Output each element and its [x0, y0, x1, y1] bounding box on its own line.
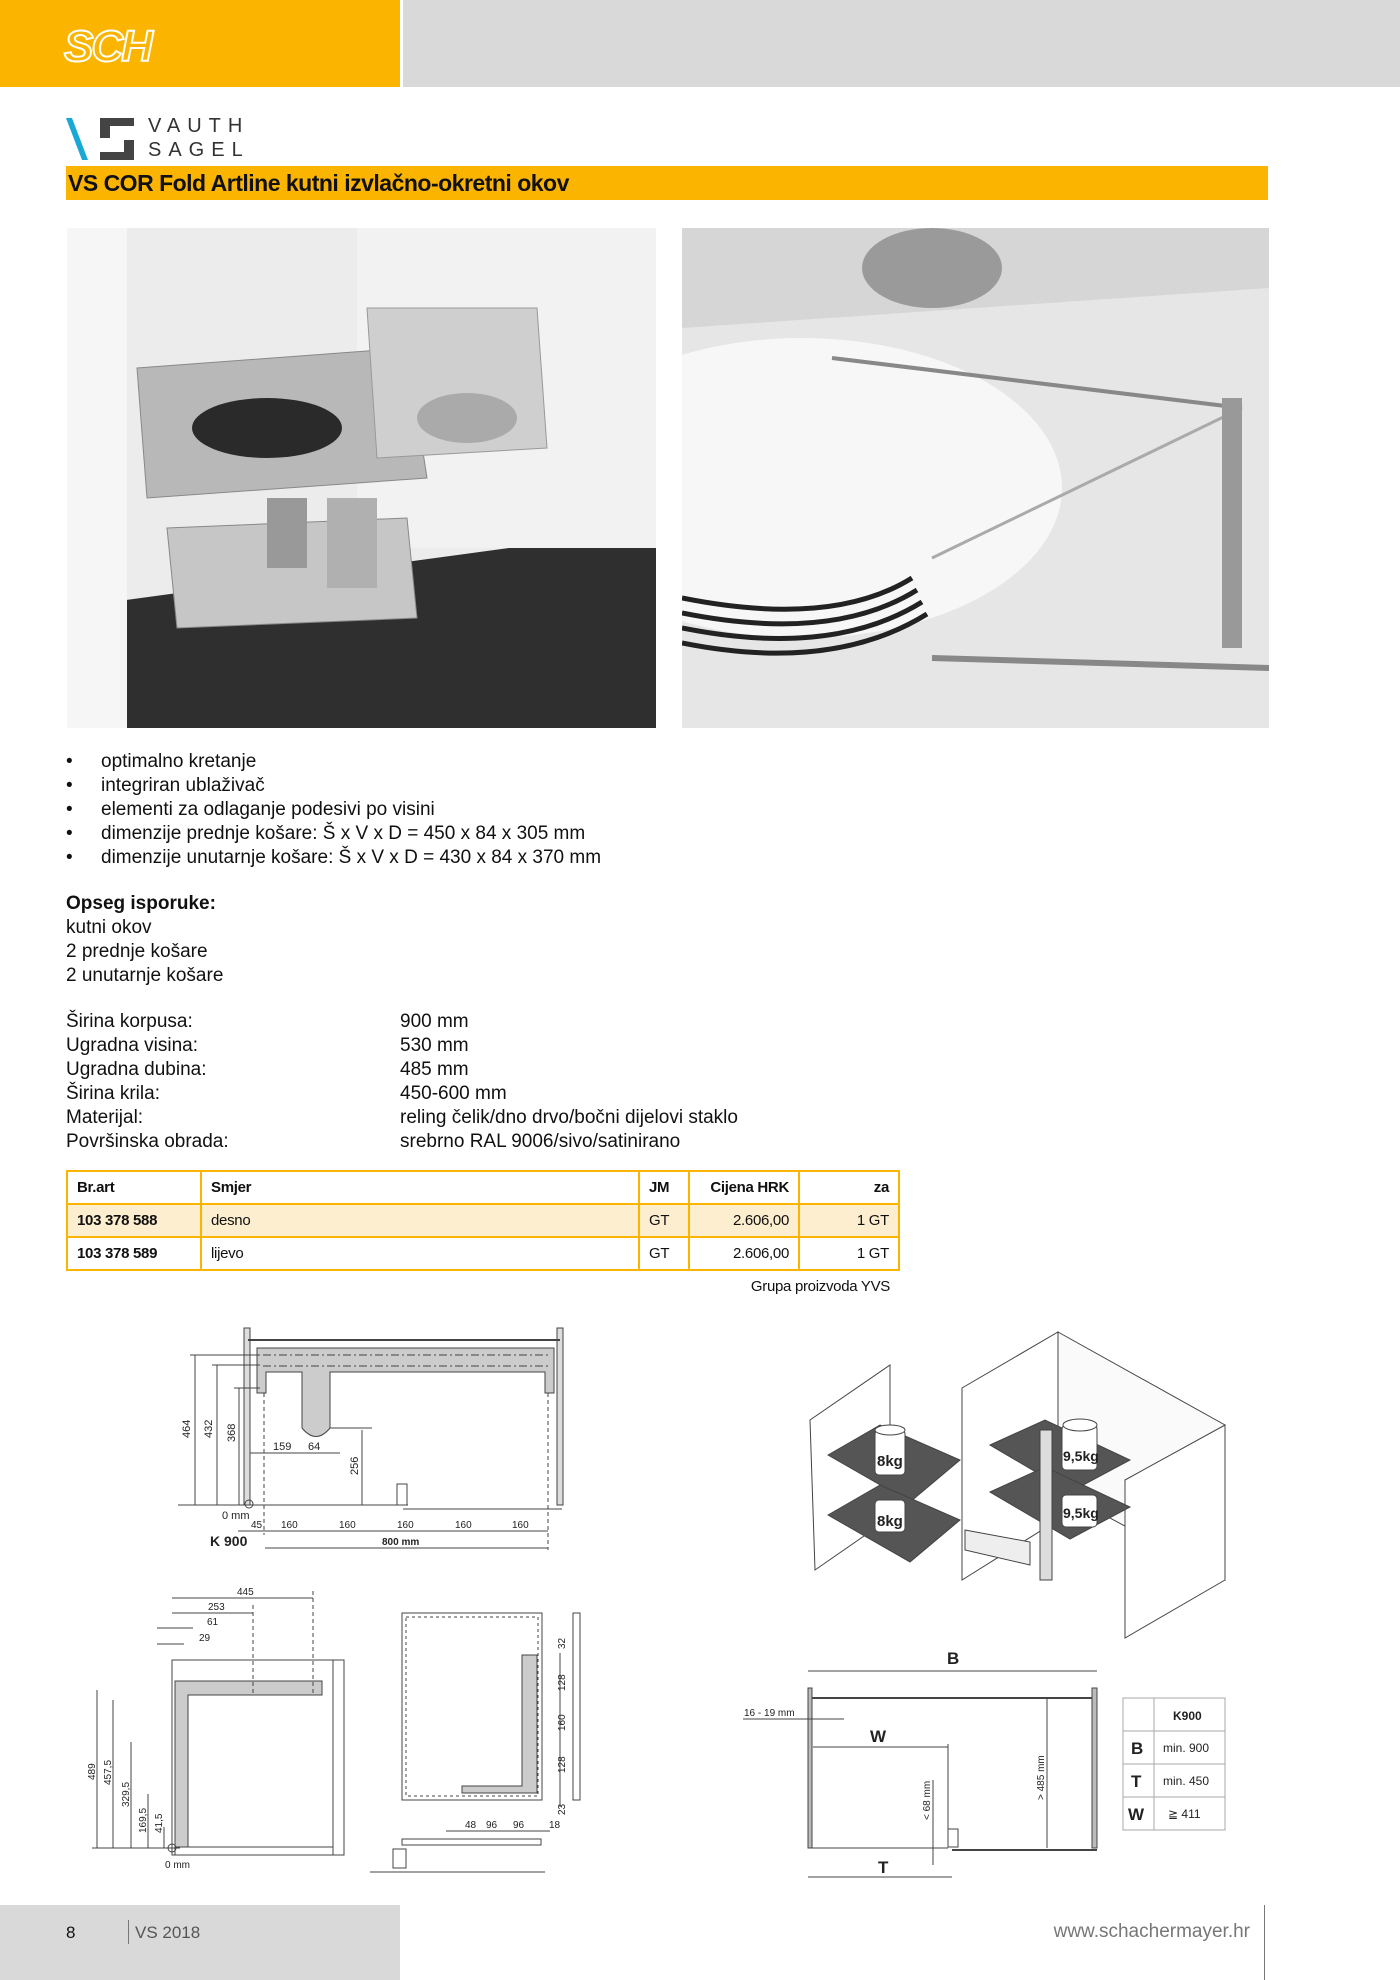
top-and-side-drawings — [80, 1575, 620, 1875]
req-key: T — [1131, 1772, 1142, 1791]
dim-18: 18 — [549, 1820, 561, 1831]
dim-41-5: 41,5 — [154, 1813, 165, 1833]
front-elevation-drawing — [160, 1320, 580, 1560]
dim-432: 432 — [203, 1419, 215, 1438]
dim-169-5: 169,5 — [138, 1807, 149, 1833]
cell-direction: lijevo — [201, 1237, 639, 1270]
spec-value: 450-600 mm — [400, 1083, 507, 1104]
sch-logo: SCH — [64, 22, 151, 71]
spec-row — [66, 1010, 738, 1034]
spec-value: reling čelik/dno drvo/bočni dijelovi staklo — [400, 1107, 738, 1128]
req-value: min. 450 — [1163, 1774, 1210, 1788]
dim-464: 464 — [181, 1419, 193, 1438]
header-band — [0, 0, 400, 87]
dim-329-5: 329,5 — [121, 1781, 132, 1807]
dim-96: 96 — [486, 1820, 498, 1831]
zero-mark: 0 mm — [165, 1860, 190, 1871]
col-direction: Smjer — [201, 1171, 639, 1204]
col-unit: JM — [639, 1171, 689, 1204]
dim-128: 128 — [557, 1674, 568, 1691]
dim-W: W — [870, 1727, 887, 1746]
scope-item: 2 unutarnje košare — [66, 965, 224, 986]
product-table — [66, 1170, 900, 1271]
spec-label: Materijal: — [66, 1107, 144, 1128]
dim-160: 160 — [281, 1520, 298, 1531]
dim-256: 256 — [349, 1456, 361, 1475]
cell-per: 1 GT — [799, 1237, 899, 1270]
dim-160: 160 — [339, 1520, 356, 1531]
load-label: 9,5kg — [1063, 1505, 1099, 1521]
spec-value: 485 mm — [400, 1059, 469, 1080]
spec-row — [66, 1106, 738, 1130]
req-key: W — [1128, 1805, 1145, 1824]
cell-price: 2.606,00 — [689, 1204, 799, 1237]
gap-dim: < 68 mm — [922, 1780, 933, 1820]
header-gray-band — [403, 0, 1400, 87]
table-header-row — [67, 1171, 899, 1204]
panel-thickness: 16 - 19 mm — [744, 1708, 795, 1719]
spec-row — [66, 1034, 738, 1058]
feature-item: • dimenzije unutarnje košare: Š x V x D = 430 x 84 x 370 mm — [66, 846, 601, 870]
feature-item: • elementi za odlaganje podesivi po visini — [66, 798, 601, 822]
model-label: K 900 — [210, 1533, 248, 1549]
cell-unit: GT — [639, 1204, 689, 1237]
dim-B: B — [947, 1649, 960, 1668]
spec-label: Širina korpusa: — [66, 1011, 193, 1032]
vauth-word: VAUTH — [148, 115, 250, 137]
dim-23: 23 — [557, 1803, 568, 1815]
feature-list — [66, 750, 601, 870]
scope-heading: Opseg isporuke: — [66, 893, 216, 914]
spec-value: 530 mm — [400, 1035, 469, 1056]
product-photo-open-corner — [67, 228, 656, 728]
scope-item: kutni okov — [66, 917, 152, 938]
load-label: 8kg — [877, 1513, 903, 1530]
website-link[interactable]: www.schachermayer.hr — [1053, 1921, 1250, 1942]
product-title: VS COR Fold Artline kutni izvlačno-okretni okov — [68, 170, 569, 196]
cell-article: 103 378 588 — [67, 1204, 201, 1237]
dim-61: 61 — [207, 1617, 219, 1628]
feature-item: • dimenzije prednje košare: Š x V x D = 450 x 84 x 305 mm — [66, 822, 601, 846]
vauth-sagel-mark-icon — [66, 116, 146, 162]
total-width: 800 mm — [382, 1537, 420, 1548]
feature-item: • optimalno kretanje — [66, 750, 601, 774]
dim-159: 159 — [273, 1441, 292, 1453]
table-row — [67, 1204, 899, 1237]
cell-direction: desno — [201, 1204, 639, 1237]
cell-unit: GT — [639, 1237, 689, 1270]
col-article: Br.art — [67, 1171, 201, 1204]
spec-row — [66, 1058, 738, 1082]
catalog-edition: VS 2018 — [135, 1923, 201, 1942]
dim-32: 32 — [557, 1637, 568, 1649]
page-number: 8 — [66, 1923, 76, 1942]
req-value: ≧ 411 — [1168, 1807, 1201, 1821]
spec-label: Ugradna dubina: — [66, 1059, 207, 1080]
dim-445: 445 — [237, 1587, 254, 1598]
scope-of-delivery — [66, 892, 223, 988]
spec-label: Širina krila: — [66, 1083, 160, 1104]
dim-96: 96 — [513, 1820, 525, 1831]
scope-item: 2 prednje košare — [66, 941, 208, 962]
dim-29: 29 — [199, 1633, 211, 1644]
spec-row — [66, 1130, 738, 1154]
dim-457-5: 457,5 — [103, 1759, 114, 1785]
dim-48: 48 — [465, 1820, 477, 1831]
depth-dim: > 485 mm — [1036, 1755, 1047, 1800]
sagel-word: SAGEL — [148, 139, 250, 161]
isometric-drawing — [800, 1320, 1240, 1650]
zero-mark: 0 mm — [222, 1510, 250, 1522]
cell-price: 2.606,00 — [689, 1237, 799, 1270]
dim-160: 160 — [557, 1714, 568, 1731]
table-row — [67, 1237, 899, 1270]
dim-64: 64 — [308, 1441, 321, 1453]
spec-list — [66, 1010, 738, 1154]
spec-value: 900 mm — [400, 1011, 469, 1032]
dim-45: 45 — [251, 1520, 263, 1531]
spec-label: Površinska obrada: — [66, 1131, 229, 1152]
feature-item: • integriran ublaživač — [66, 774, 601, 798]
col-per: za — [799, 1171, 899, 1204]
cell-per: 1 GT — [799, 1204, 899, 1237]
footer-divider — [128, 1920, 129, 1944]
spec-label: Ugradna visina: — [66, 1035, 199, 1056]
footer-vertical-rule — [1264, 1905, 1265, 1980]
vauth-sagel-logo — [66, 116, 286, 162]
dim-368: 368 — [226, 1423, 238, 1442]
product-group-note: Grupa proizvoda YVS — [750, 1278, 890, 1295]
dim-160: 160 — [512, 1520, 529, 1531]
dim-128: 128 — [557, 1756, 568, 1773]
cell-article: 103 378 589 — [67, 1237, 201, 1270]
col-price: Cijena HRK — [689, 1171, 799, 1204]
dim-160: 160 — [455, 1520, 472, 1531]
req-value: min. 900 — [1163, 1741, 1210, 1755]
req-key: B — [1131, 1739, 1144, 1758]
dim-253: 253 — [208, 1602, 225, 1613]
dim-T: T — [878, 1858, 889, 1877]
dim-489: 489 — [87, 1763, 98, 1780]
dim-160: 160 — [397, 1520, 414, 1531]
load-label: 9,5kg — [1063, 1448, 1099, 1464]
load-label: 8kg — [877, 1453, 903, 1470]
spec-value: srebrno RAL 9006/sivo/satinirano — [400, 1131, 681, 1152]
product-photo-basket-detail — [682, 228, 1269, 728]
req-table-header: K900 — [1173, 1709, 1202, 1723]
plan-drawing — [730, 1640, 1240, 1880]
spec-row — [66, 1082, 738, 1106]
